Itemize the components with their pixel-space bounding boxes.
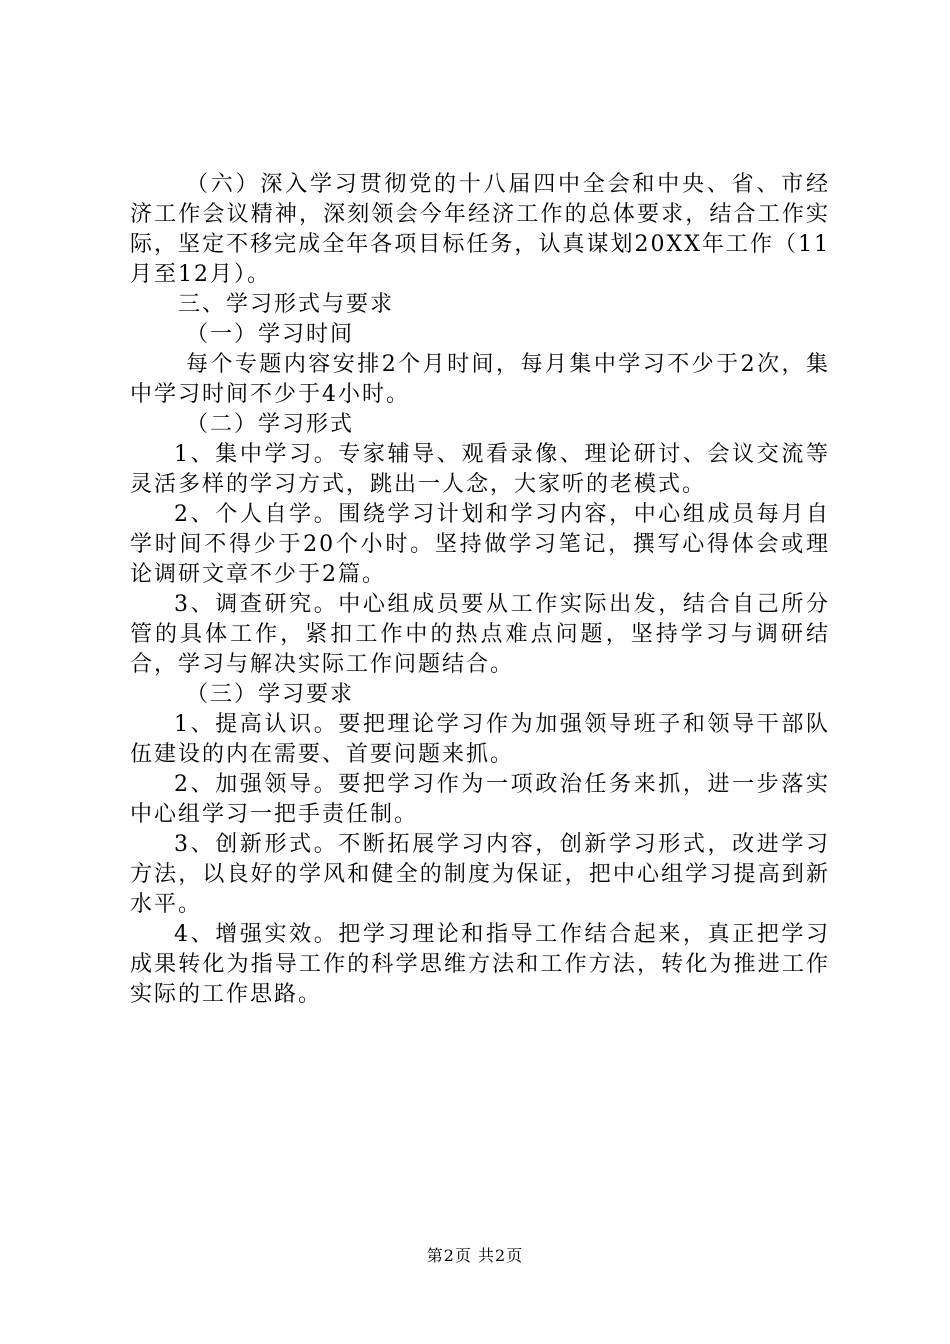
page-footer — [0, 1243, 950, 1266]
subheading-study-time: （一）学习时间 — [186, 322, 355, 347]
paragraph-requirement-4: 4、增强实效。把学习理论和指导工作结合起来，真正把学习成果转化为指导工作的科学思维方法和工作方法，转化为推进工作实际的工作思路。 — [130, 922, 830, 1007]
paragraph-requirement-3: 3、创新形式。不断拓展学习内容，创新学习形式，改进学习方法，以良好的学风和健全的制度为保证，把中心组学习提高到新水平。 — [130, 832, 830, 917]
paragraph-section-6: （六）深入学习贯彻党的十八届四中全会和中央、省、市经济工作会议精神，深刻领会今年经济工作的总体要求，结合工作实际，坚定不移完成全年各项目标任务，认真谋划20XX年工作（11月至12月）。 — [130, 172, 830, 287]
paragraph-requirement-2: 2、加强领导。要把学习作为一项政治任务来抓，进一步落实中心组学习一把手责任制。 — [130, 772, 830, 827]
document-body — [130, 170, 830, 1010]
subheading-study-requirements: （三）学习要求 — [186, 682, 355, 707]
subheading-study-form: （二）学习形式 — [186, 412, 355, 437]
paragraph-form-1: 1、集中学习。专家辅导、观看录像、理论研讨、会议交流等灵活多样的学习方式，跳出一人念，大家听的老模式。 — [130, 442, 830, 497]
paragraph-form-2: 2、个人自学。围绕学习计划和学习内容，中心组成员每月自学时间不得少于20个小时。坚持做学习笔记，撰写心得体会或理论调研文章不少于2篇。 — [130, 502, 830, 587]
heading-section-3: 三、学习形式与要求 — [178, 292, 395, 317]
paragraph-form-3: 3、调查研究。中心组成员要从工作实际出发，结合自己所分管的具体工作，紧扣工作中的热点难点问题，坚持学习与调研结合，学习与解决实际工作问题结合。 — [130, 592, 830, 677]
paragraph-requirement-1: 1、提高认识。要把理论学习作为加强领导班子和领导干部队伍建设的内在需要、首要问题来抓。 — [130, 712, 830, 767]
paragraph-study-time: 每个专题内容安排2个月时间，每月集中学习不少于2次，集中学习时间不少于4小时。 — [130, 352, 830, 407]
page-number-label: 第2页 共2页 — [426, 1246, 524, 1265]
